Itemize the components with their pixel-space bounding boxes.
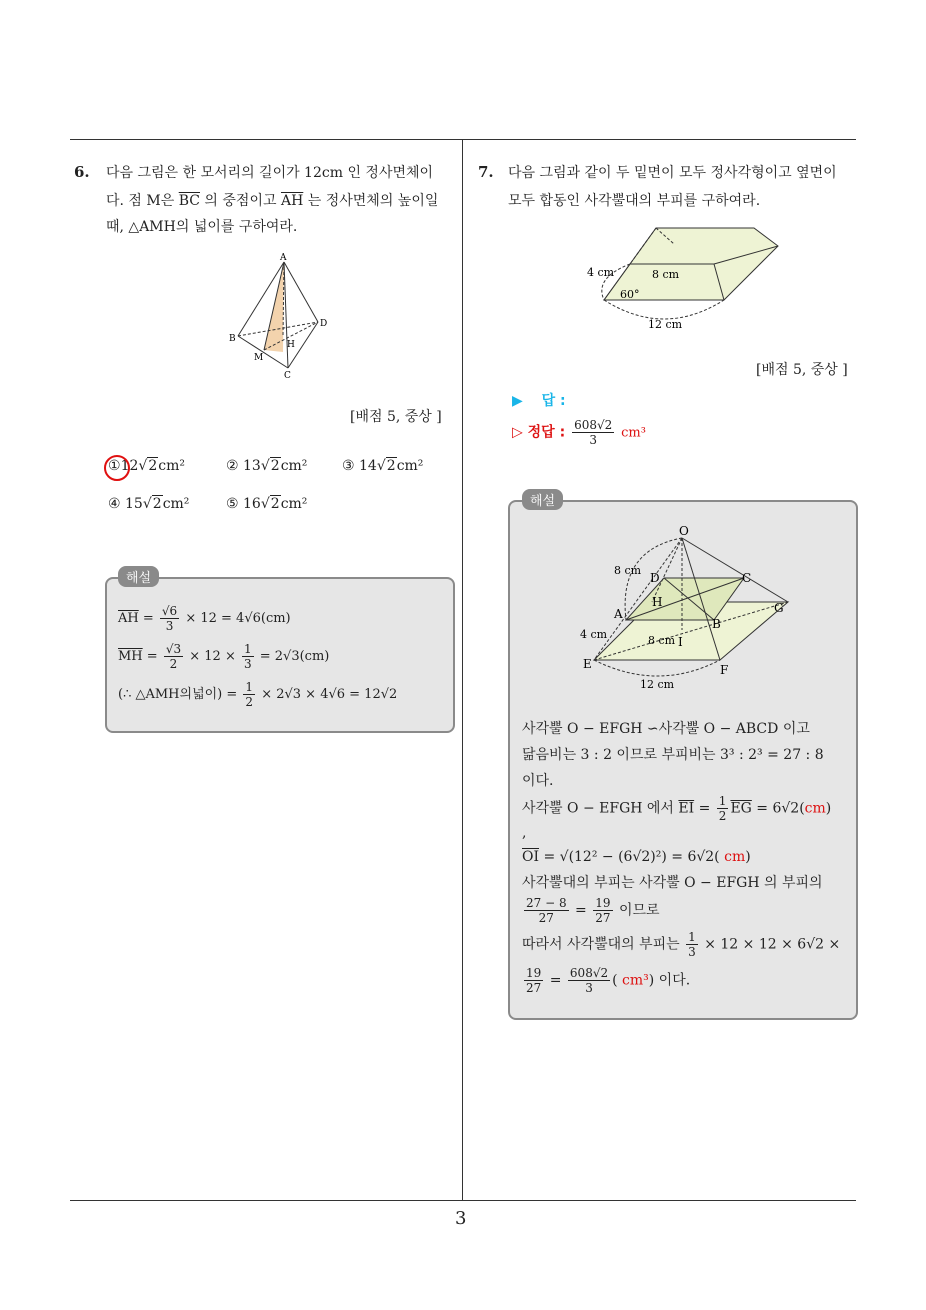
fig2-label-D: D	[650, 571, 660, 585]
frustum-figure	[584, 218, 794, 338]
fig2-label-H: H	[652, 595, 663, 609]
triangle-outline-icon: ▷	[512, 424, 523, 441]
fig2-label-A: A	[614, 607, 623, 621]
q6-score: [배점 5, 중상 ]	[350, 409, 442, 425]
bottom-rule	[70, 1200, 856, 1201]
q7-sol-p3: 이다.	[522, 773, 554, 789]
q7-sol-p10: $\frac{19}{27}$ = $\frac{608√2}{3}$ ( cm³) 이다.	[526, 966, 691, 995]
fig-side-label: 4 cm	[587, 266, 615, 279]
fig-label-H: H	[287, 340, 295, 350]
top-rule	[70, 139, 856, 140]
q6-sol-line2: $\overline{MH}$ = $\frac{√3}{2}$ × 12 × $\frac{1}{3}$ = 2√3(cm)	[118, 642, 330, 671]
choice-3[interactable]: ③ 14√2cm²	[342, 458, 424, 474]
q7-line1: 다음 그림과 같이 두 밑면이 모두 정사각형이고 옆면이	[508, 165, 837, 181]
q7-number: 7.	[478, 163, 494, 181]
column-divider	[462, 139, 463, 1201]
fig2-label-F: F	[720, 663, 729, 677]
fig-label-B: B	[229, 334, 236, 344]
q7-sol-p8: $\frac{27 - 8}{27}$ = $\frac{19}{27}$ 이므로	[526, 896, 660, 925]
answer-row: ▶ 답 :	[512, 393, 566, 409]
q7-line2: 모두 합동인 사각뿔대의 부피를 구하여라.	[508, 193, 761, 209]
fig2-label-4cm: 4 cm	[580, 628, 608, 641]
fig-label-M: M	[254, 353, 264, 363]
choice-5[interactable]: ⑤ 16√2cm²	[226, 496, 308, 512]
q7-sol-p6: $\overline{OI} = √(12^2 - (6√2)^2) = 6√2$( cm)	[522, 849, 751, 865]
q7-score: [배점 5, 중상 ]	[756, 362, 848, 378]
choice-4[interactable]: ④ 15√2cm²	[108, 496, 190, 512]
fig2-label-C: C	[742, 571, 752, 585]
pyramid-figure	[578, 520, 818, 690]
q7-sol-p1: 사각뿔 O − EFGH ∽사각뿔 O − ABCD 이고	[522, 721, 810, 737]
fig2-label-8cm-b: 8 cm	[648, 634, 676, 647]
selected-circle-mark	[104, 455, 130, 481]
q6-sol-line1: $\overline{AH}$ = $\frac{√6}{3}$ × 12 = 4√6(cm)	[118, 604, 291, 633]
q7-solution-tag: 해설	[522, 489, 563, 510]
q7-sol-p5: ,	[522, 825, 527, 841]
fig2-label-I: I	[678, 635, 683, 649]
correct-answer-row: ▷ 정답 : $\frac{608√2}{3}$ cm³	[512, 418, 646, 447]
choice-2[interactable]: ② 13√2cm²	[226, 458, 308, 474]
fig-label-D: D	[320, 319, 328, 329]
fig-bottom-label: 12 cm	[648, 318, 683, 331]
q6-sol-line3: (∴ △AMH의넓이) = $\frac{1}{2}$ × 2√3 × 4√6 = 12√2	[118, 680, 398, 709]
q6-solution-tag: 해설	[118, 566, 159, 587]
fig-top-label: 8 cm	[652, 268, 680, 281]
q6-number: 6.	[74, 163, 90, 181]
fig2-label-B: B	[712, 617, 721, 631]
fig-label-C: C	[284, 371, 291, 380]
fig-angle-label: 60°	[620, 288, 640, 301]
q7-sol-p4: 사각뿔 O − EFGH 에서 $\overline{EI}$ = $\frac{1}{2}$ $\overline{EG} = 6√2(cm)$	[522, 794, 832, 823]
fig2-label-E: E	[583, 657, 592, 671]
q6-line3: 때, △AMH의 넓이를 구하여라.	[106, 219, 298, 235]
triangle-right-icon: ▶	[512, 393, 523, 409]
page-number: 3	[455, 1208, 467, 1229]
fig2-label-12cm: 12 cm	[640, 678, 675, 690]
fig-label-A: A	[280, 253, 287, 263]
fig2-label-G: G	[774, 601, 784, 615]
q7-sol-p7: 사각뿔대의 부피는 사각뿔 O − EFGH 의 부피의	[522, 875, 823, 891]
q7-sol-p9: 따라서 사각뿔대의 부피는 $\frac{1}{3}$ × 12 × 12 × 6√2 ×	[522, 930, 841, 959]
q6-line2: 다. 점 M은 $\overline{BC}$ 의 중점이고 $\overline{AH}$ 는 정사면체의 높이일	[106, 193, 439, 209]
fig2-label-8cm-a: 8 cm	[614, 564, 642, 577]
fig2-label-O: O	[679, 524, 689, 538]
tetrahedron-figure	[226, 250, 346, 380]
q6-line1: 다음 그림은 한 모서리의 길이가 12cm 인 정사면체이	[106, 165, 434, 181]
choice-1[interactable]: ① 12√2cm²	[108, 453, 185, 479]
q7-sol-p2: 닮음비는 3 : 2 이므로 부피비는 3³ : 2³ = 27 : 8	[522, 747, 824, 763]
